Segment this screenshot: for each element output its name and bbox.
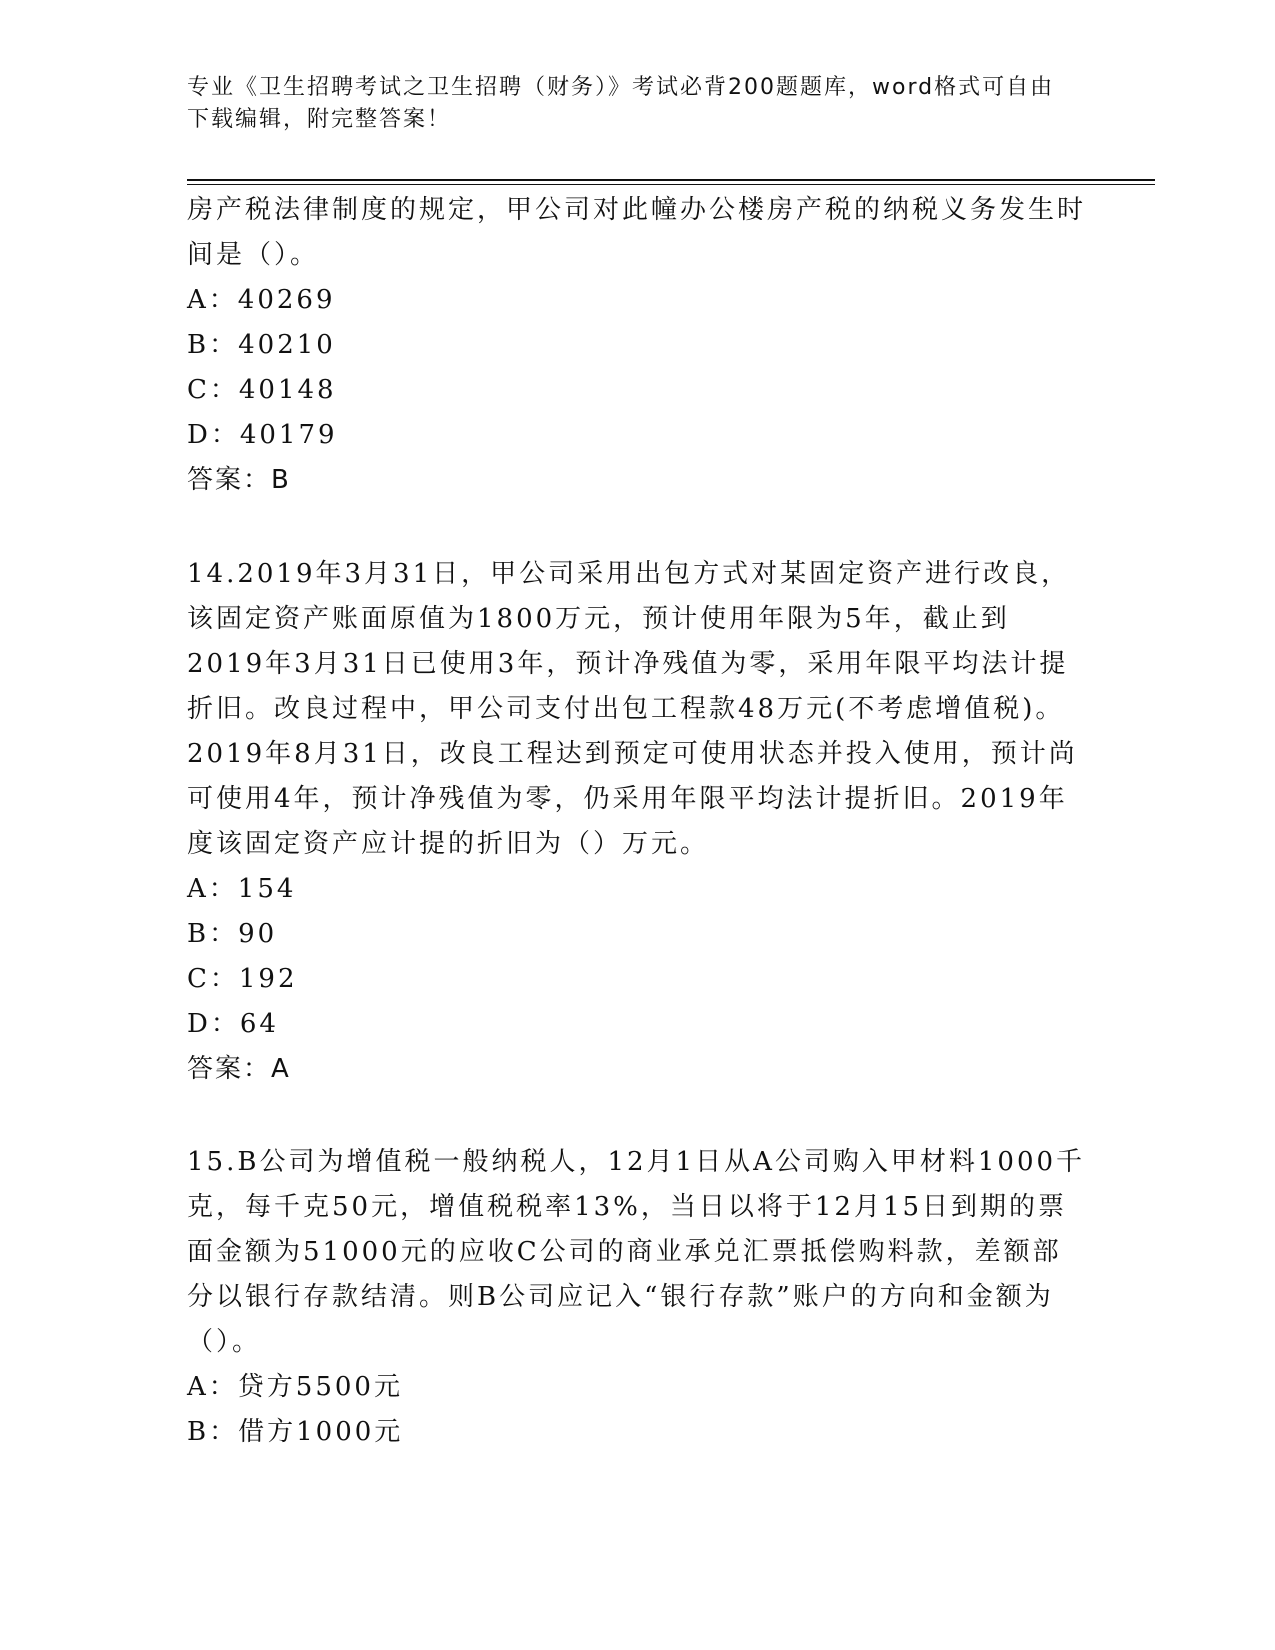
question-15 [187, 1140, 1087, 1455]
option-d: D：64 [187, 1009, 279, 1039]
option-b: B：90 [187, 919, 278, 949]
document-title: 专业《卫生招聘考试之卫生招聘（财务）》考试必背200题题库，word格式可自由下载编辑，附完整答案！ [187, 75, 1055, 132]
option-c: C：40148 [187, 375, 337, 405]
question-14 [187, 552, 1087, 1092]
page-header [187, 72, 1077, 136]
option-a: A：154 [187, 874, 297, 904]
header-divider-thin [187, 184, 1155, 185]
question-text: 房产税法律制度的规定，甲公司对此幢办公楼房产税的纳税义务发生时间是（）。 [187, 195, 1087, 270]
question-text: 14.2019年3月31日，甲公司采用出包方式对某固定资产进行改良，该固定资产账面原值为1800万元，预计使用年限为5年，截止到2019年3月31日已使用3年，预计净残值为零，采用年限平均法计提折旧。改良过程中，甲公司支付出包工程款48万元(不考虑增值税)。2019年8月31日，改良工程达到预定可使用状态并投入使用，预计尚可使用4年，预计净残值为零，仍采用年限平均法计提折旧。2019年度该固定资产应计提的折旧为（）万元。 [187, 559, 1078, 859]
option-b: B：40210 [187, 330, 336, 360]
option-c: C：192 [187, 964, 298, 994]
option-a: A：贷方5500元 [187, 1372, 403, 1402]
option-a: A：40269 [187, 285, 336, 315]
question-text: 15.B公司为增值税一般纳税人，12月1日从A公司购入甲材料1000千克，每千克50元，增值税税率13%，当日以将于12月15日到期的票面金额为51000元的应收C公司的商业承兑汇票抵偿购料款，差额部分以银行存款结清。则B公司应记入“银行存款”账户的方向和金额为（）。 [187, 1147, 1086, 1357]
option-b: B：借方1000元 [187, 1417, 404, 1447]
answer-line: 答案：A [187, 1054, 291, 1084]
question-13-continued [187, 188, 1087, 503]
option-d: D：40179 [187, 420, 338, 450]
header-divider-thick [187, 179, 1155, 181]
answer-line: 答案：B [187, 465, 291, 495]
